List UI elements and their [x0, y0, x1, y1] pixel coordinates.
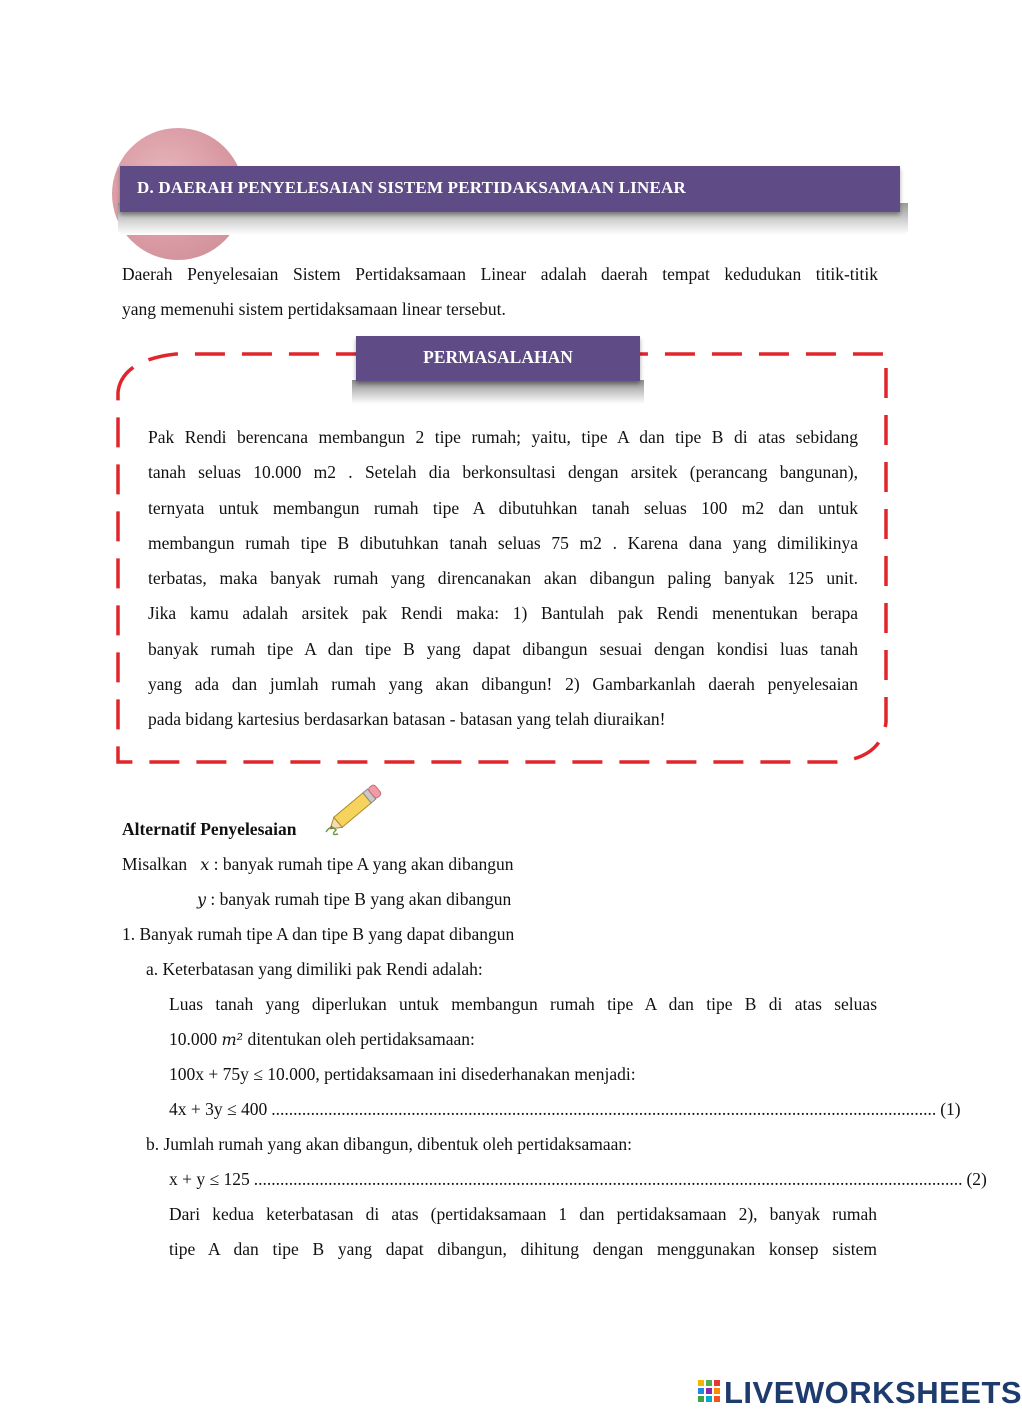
inequality-1: 4x + 3y ≤ 400 — [169, 1099, 268, 1119]
problem-line: banyak rumah tipe A dan tipe B yang dapat dibangun sesuai dengan kondisi luas tanah — [148, 638, 858, 659]
var-x: x — [200, 855, 210, 874]
sub-item-b: b. Jumlah rumah yang akan dibangun, dibentuk oleh pertidaksamaan: — [146, 1134, 632, 1154]
solution-heading: Alternatif Penyelesaian — [122, 819, 297, 839]
dot-leader: ........................................................................................................................................................ — [271, 1099, 937, 1119]
a-text-2-rest: ditentukan oleh pertidaksamaan: — [247, 1029, 475, 1049]
inequality-1-row — [169, 1092, 961, 1127]
let-y-line — [197, 882, 511, 917]
pencil-icon — [320, 782, 390, 838]
problem-line: pada bidang kartesius berdasarkan batasan - batasan yang telah diuraikan! — [148, 709, 666, 730]
problem-line: ternyata untuk membangun rumah tipe A dibutuhkan tanah seluas 100 m2 dan untuk — [148, 497, 858, 518]
problem-label: PERMASALAHAN — [356, 336, 640, 381]
dot-leader: .................................................................................................................................................................. — [253, 1169, 963, 1189]
b-text-1: Dari kedua keterbatasan di atas (pertidaksamaan 1 dan pertidaksamaan 2), banyak rumah — [169, 1204, 877, 1224]
a-text-2-num: 10.000 — [169, 1029, 218, 1049]
var-y: y — [197, 890, 207, 909]
problem-line: Pak Rendi berencana membangun 2 tipe rumah; yaitu, tipe A dan tipe B di atas sebidang — [148, 427, 858, 447]
a-inequality: 100x + 75y ≤ 10.000, pertidaksamaan ini disederhanakan menjadi: — [169, 1064, 636, 1084]
liveworksheets-logo — [698, 1375, 1022, 1411]
let-x-line — [122, 847, 514, 882]
inequality-1-tag: (1) — [940, 1099, 961, 1119]
intro-line-2: yang memenuhi sistem pertidaksamaan linear tersebut. — [122, 299, 506, 319]
problem-line: terbatas, maka banyak rumah yang direncanakan akan dibangun paling banyak 125 unit. — [148, 568, 858, 589]
problem-line: membangun rumah tipe B dibutuhkan tanah seluas 75 m2 . Karena dana yang dimilikinya — [148, 532, 858, 553]
logo-text: LIVEWORKSHEETS — [724, 1375, 1022, 1410]
inequality-2-row — [169, 1162, 987, 1197]
def-y: : banyak rumah tipe B yang akan dibangun — [210, 889, 512, 909]
def-x: : banyak rumah tipe A yang akan dibangun — [213, 854, 514, 874]
intro-line-1: Daerah Penyelesaian Sistem Pertidaksamaan Linear adalah daerah tempat kedudukan titik-titik — [122, 264, 878, 284]
problem-label-shadow — [352, 380, 644, 404]
section-title: D. DAERAH PENYELESAIAN SISTEM PERTIDAKSAMAAN LINEAR — [137, 178, 686, 197]
problem-text — [148, 420, 858, 738]
a-text-1: Luas tanah yang diperlukan untuk membangun rumah tipe A dan tipe B di atas seluas — [169, 994, 877, 1014]
inequality-2-tag: (2) — [966, 1169, 987, 1189]
problem-line: Jika kamu adalah arsitek pak Rendi maka: 1) Bantulah pak Rendi menentukan berapa — [148, 603, 858, 624]
sub-item-a: a. Keterbatasan yang dimiliki pak Rendi adalah: — [146, 959, 483, 979]
item-1: 1. Banyak rumah tipe A dan tipe B yang dapat dibangun — [122, 924, 515, 944]
a-text-2 — [169, 1022, 475, 1057]
problem-line: yang ada dan jumlah rumah yang akan dibangun! 2) Gambarkanlah daerah penyelesaian — [148, 674, 858, 695]
a-text-2-unit: m² — [221, 1030, 244, 1049]
problem-line: tanah seluas 10.000 m2 . Setelah dia berkonsultasi dengan arsitek (perancang bangunan), — [148, 462, 858, 483]
b-text-2: tipe A dan tipe B yang dapat dibangun, dihitung dengan menggunakan konsep sistem — [169, 1239, 877, 1259]
inequality-2: x + y ≤ 125 — [169, 1169, 250, 1189]
intro-paragraph — [122, 257, 878, 327]
let-prefix: Misalkan — [122, 854, 188, 874]
logo-grid-icon — [698, 1378, 722, 1406]
